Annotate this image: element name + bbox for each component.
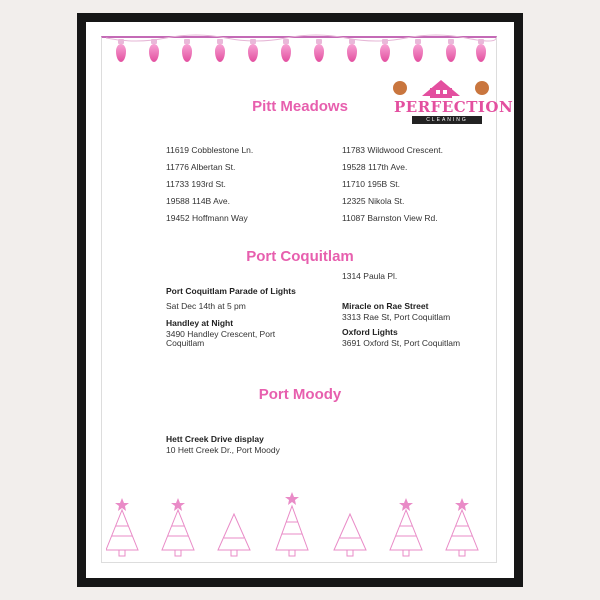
event-address: 10 Hett Creek Dr., Port Moody [166, 445, 280, 455]
address-item: 19588 114B Ave. [166, 196, 230, 206]
christmas-trees-border [106, 492, 496, 562]
event-title: Miracle on Rae Street [342, 301, 429, 311]
event-title: Handley at Night [166, 318, 234, 328]
christmas-tree-icon [390, 498, 422, 556]
christmas-light-icon [446, 44, 456, 62]
address-item: 19452 Hoffmann Way [166, 213, 248, 223]
event-title: Hett Creek Drive display [166, 434, 264, 444]
christmas-light-icon [314, 44, 324, 62]
logo-wordmark: PERFECTION [394, 98, 514, 116]
logo-tagline: CLEANING [412, 116, 482, 124]
christmas-lights-garland [106, 34, 496, 74]
christmas-light-icon [413, 44, 423, 62]
christmas-light-icon [248, 44, 258, 62]
port-coquitlam-heading: Port Coquitlam [246, 248, 354, 265]
event-date: Sat Dec 14th at 5 pm [166, 301, 246, 311]
document-page [86, 22, 514, 578]
event-title: Port Coquitlam Parade of Lights [166, 286, 296, 296]
christmas-tree-icon [162, 498, 194, 556]
christmas-tree-icon [218, 514, 250, 556]
event-address: 3490 Handley Crescent, Port Coquitlam [166, 329, 276, 349]
light-wire-icon [106, 34, 496, 48]
address-item: 11619 Cobblestone Ln. [166, 145, 254, 155]
event-title: Oxford Lights [342, 327, 398, 337]
christmas-light-icon [347, 44, 357, 62]
christmas-light-icon [380, 44, 390, 62]
event-address: 3313 Rae St, Port Coquitlam [342, 312, 451, 322]
christmas-light-icon [116, 44, 126, 62]
christmas-tree-icon [276, 492, 308, 556]
address-item: 11783 Wildwood Crescent. [342, 145, 443, 155]
event-address: 3691 Oxford St, Port Coquitlam [342, 338, 461, 348]
christmas-tree-icon [106, 498, 138, 556]
port-moody-heading: Port Moody [258, 386, 342, 403]
address-item: 11776 Albertan St. [166, 162, 236, 172]
christmas-tree-icon [446, 498, 478, 556]
address-item: 12325 Nikola St. [342, 196, 405, 206]
christmas-light-icon [215, 44, 225, 62]
christmas-light-icon [476, 44, 486, 62]
christmas-light-icon [281, 44, 291, 62]
address-item: 19528 117th Ave. [342, 162, 408, 172]
address-item: 1314 Paula Pl. [342, 271, 398, 281]
address-item: 11733 193rd St. [166, 179, 226, 189]
address-item: 11087 Barnston View Rd. [342, 213, 438, 223]
address-item: 11710 195B St. [342, 179, 400, 189]
christmas-light-icon [149, 44, 159, 62]
christmas-tree-icon [334, 514, 366, 556]
pitt-meadows-heading: Pitt Meadows [252, 98, 348, 115]
christmas-light-icon [182, 44, 192, 62]
